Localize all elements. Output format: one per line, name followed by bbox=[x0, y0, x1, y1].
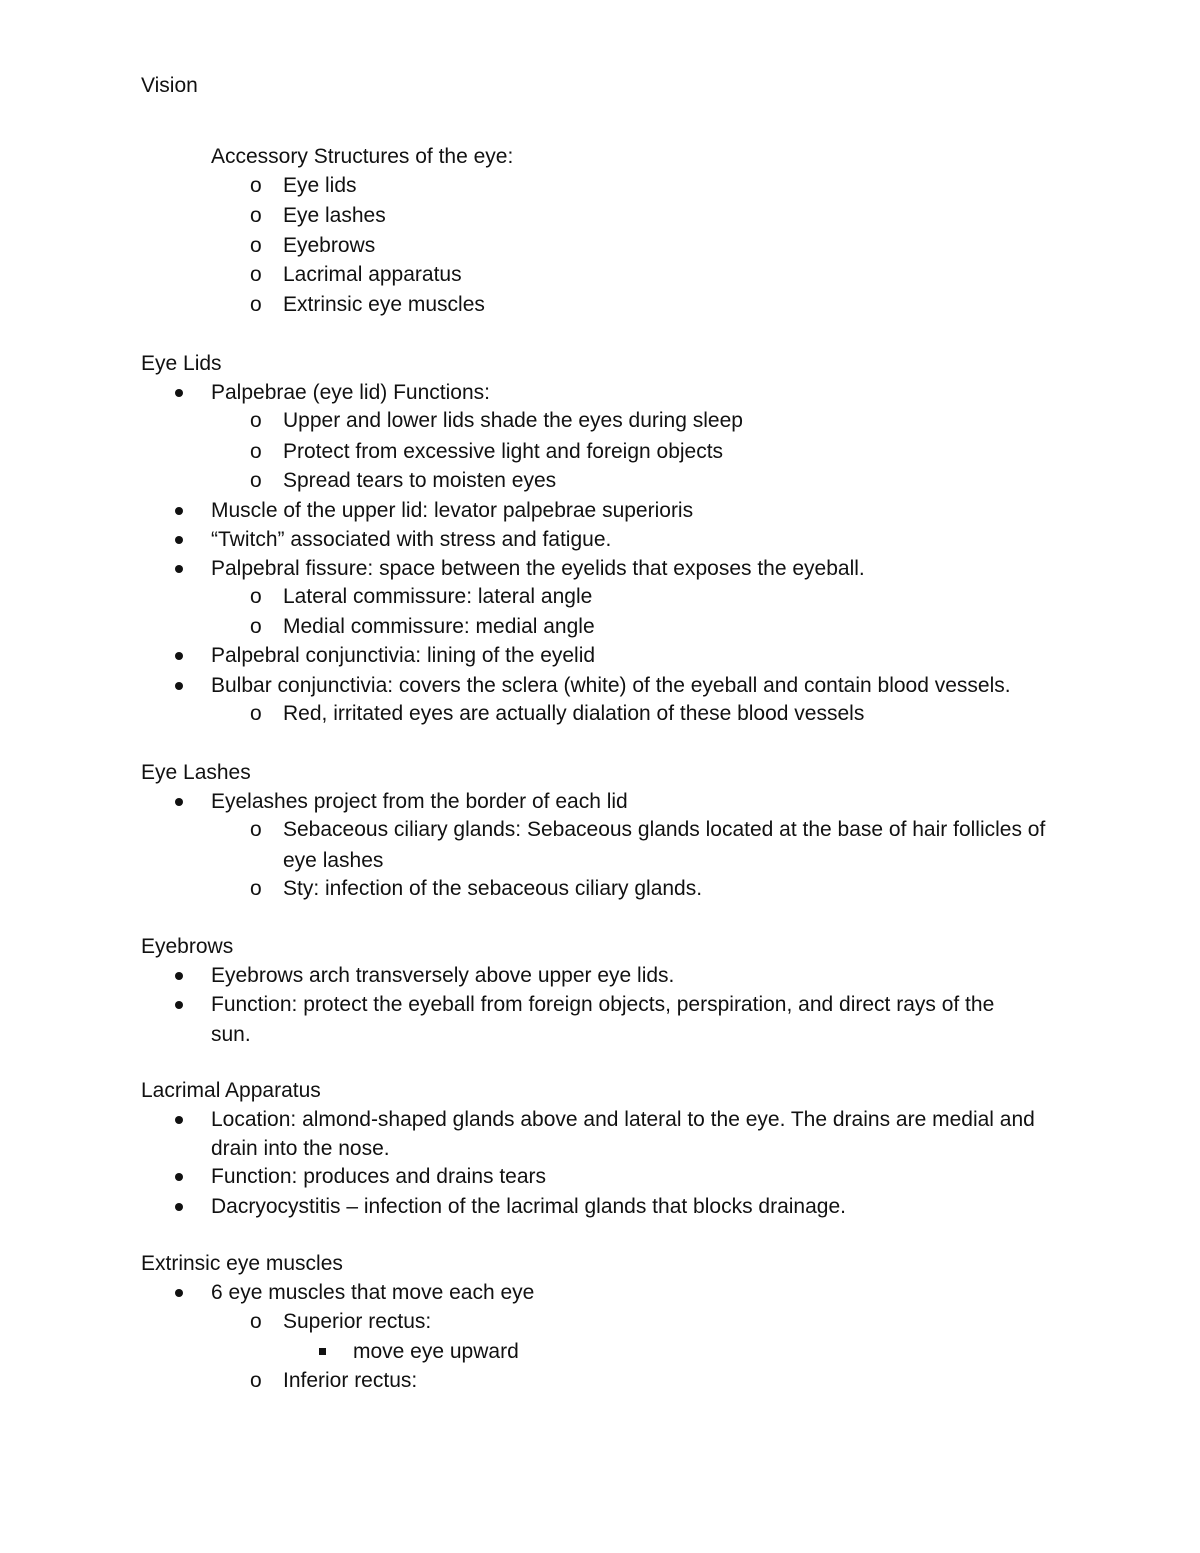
list-item: o Eye lashes bbox=[283, 201, 386, 230]
list-item: o Superior rectus: bbox=[283, 1307, 431, 1336]
circle-bullet-icon: o bbox=[250, 440, 262, 463]
circle-bullet-icon: o bbox=[250, 174, 262, 197]
section-heading-lacrimal-apparatus: Lacrimal Apparatus bbox=[141, 1079, 321, 1102]
list-item: o Red, irritated eyes are actually dialation of these blood vessels bbox=[283, 699, 864, 728]
list-item: Bulbar conjunctivia: covers the sclera (white) of the eyeball and contain blood vessels. bbox=[211, 671, 1011, 700]
circle-bullet-icon: o bbox=[250, 702, 262, 725]
list-item: o Lacrimal apparatus bbox=[283, 260, 462, 289]
list-item-continuation: sun. bbox=[211, 1023, 251, 1046]
list-item: 6 eye muscles that move each eye bbox=[211, 1278, 534, 1307]
list-item: Dacryocystitis – infection of the lacrimal glands that blocks drainage. bbox=[211, 1192, 846, 1221]
bullet-icon bbox=[175, 565, 183, 573]
list-item: o Lateral commissure: lateral angle bbox=[283, 582, 592, 611]
circle-bullet-icon: o bbox=[250, 615, 262, 638]
square-bullet-icon bbox=[319, 1348, 326, 1355]
bullet-icon bbox=[175, 389, 183, 397]
list-item: o Inferior rectus: bbox=[283, 1366, 417, 1395]
bullet-icon bbox=[175, 652, 183, 660]
list-item: Muscle of the upper lid: levator palpebrae superioris bbox=[211, 496, 693, 525]
section-heading-eye-lashes: Eye Lashes bbox=[141, 761, 251, 784]
list-item: Location: almond-shaped glands above and lateral to the eye. The drains are medial and bbox=[211, 1105, 1035, 1134]
circle-bullet-icon: o bbox=[250, 409, 262, 432]
list-item: o Upper and lower lids shade the eyes during sleep bbox=[283, 406, 743, 435]
circle-bullet-icon: o bbox=[250, 1310, 262, 1333]
accessory-heading: Accessory Structures of the eye: bbox=[211, 145, 514, 168]
circle-bullet-icon: o bbox=[250, 469, 262, 492]
list-item-continuation: drain into the nose. bbox=[211, 1137, 390, 1160]
bullet-icon bbox=[175, 1116, 183, 1124]
bullet-icon bbox=[175, 1203, 183, 1211]
list-item: Palpebral conjunctivia: lining of the eyelid bbox=[211, 641, 595, 670]
bullet-icon bbox=[175, 1289, 183, 1297]
list-item: Eyebrows arch transversely above upper eye lids. bbox=[211, 961, 674, 990]
bullet-icon bbox=[175, 507, 183, 515]
list-item: Eyelashes project from the border of each lid bbox=[211, 787, 628, 816]
list-item: o Eye lids bbox=[283, 171, 357, 200]
bullet-icon bbox=[175, 972, 183, 980]
circle-bullet-icon: o bbox=[250, 204, 262, 227]
list-item: o Eyebrows bbox=[283, 231, 375, 260]
bullet-icon bbox=[175, 682, 183, 690]
circle-bullet-icon: o bbox=[250, 1369, 262, 1392]
section-heading-eye-lids: Eye Lids bbox=[141, 352, 222, 375]
list-item: o Sty: infection of the sebaceous ciliary glands. bbox=[283, 874, 702, 903]
list-item: o Protect from excessive light and foreign objects bbox=[283, 437, 723, 466]
list-item: Palpebral fissure: space between the eyelids that exposes the eyeball. bbox=[211, 554, 865, 583]
bullet-icon bbox=[175, 1001, 183, 1009]
circle-bullet-icon: o bbox=[250, 263, 262, 286]
circle-bullet-icon: o bbox=[250, 585, 262, 608]
list-item: Function: produces and drains tears bbox=[211, 1162, 546, 1191]
document-title: Vision bbox=[141, 74, 198, 97]
circle-bullet-icon: o bbox=[250, 293, 262, 316]
list-item: o Spread tears to moisten eyes bbox=[283, 466, 556, 495]
list-item: Function: protect the eyeball from foreign objects, perspiration, and direct rays of the bbox=[211, 990, 994, 1019]
circle-bullet-icon: o bbox=[250, 818, 262, 841]
bullet-icon bbox=[175, 1173, 183, 1181]
list-item: o Sebaceous ciliary glands: Sebaceous glands located at the base of hair follicles of bbox=[283, 815, 1045, 844]
circle-bullet-icon: o bbox=[250, 234, 262, 257]
section-heading-eyebrows: Eyebrows bbox=[141, 935, 234, 958]
bullet-icon bbox=[175, 536, 183, 544]
list-item-continuation: eye lashes bbox=[283, 849, 384, 872]
list-item: “Twitch” associated with stress and fatigue. bbox=[211, 525, 611, 554]
bullet-icon bbox=[175, 798, 183, 806]
section-heading-extrinsic-eye-muscles: Extrinsic eye muscles bbox=[141, 1252, 343, 1275]
list-item: o Medial commissure: medial angle bbox=[283, 612, 595, 641]
circle-bullet-icon: o bbox=[250, 877, 262, 900]
list-item: Palpebrae (eye lid) Functions: bbox=[211, 378, 490, 407]
list-item: move eye upward bbox=[353, 1337, 519, 1366]
list-item: o Extrinsic eye muscles bbox=[283, 290, 485, 319]
